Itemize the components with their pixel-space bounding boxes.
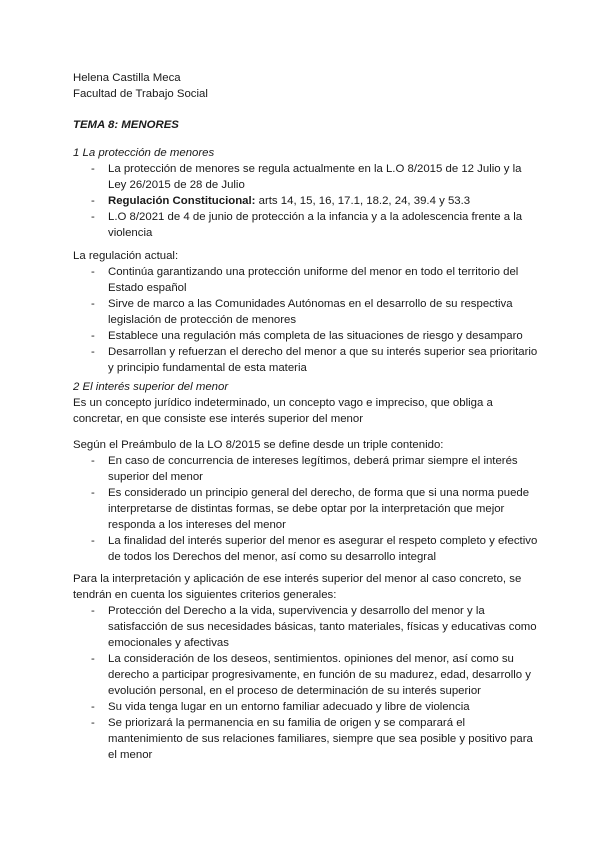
- list-item-line: - La protección de menores se regula actualmente en la L.O 8/2015 de 12 Julio y la: [108, 163, 522, 175]
- list-item-line: evolución personal, en el proceso de determinación de su interés superior: [108, 685, 481, 697]
- list-item-text: arts 14, 15, 16, 17.1, 18.2, 24, 39.4 y 53.3: [255, 195, 471, 207]
- list-item: [73, 453, 533, 485]
- list-item: [73, 603, 537, 651]
- list-item-line: responda a los intereses del menor: [108, 519, 286, 531]
- list-item-line: derecho a participar progresivamente, en función de su madurez, edad, desarrollo y: [108, 669, 531, 681]
- paragraph-line: Es un concepto jurídico indeterminado, un concepto vago e impreciso, que obliga a: [73, 397, 493, 409]
- list-item: [73, 296, 533, 328]
- section-criteria: [73, 571, 537, 763]
- list-item-line: - La finalidad del interés superior del menor es asegurar el respeto completo y efectivo: [108, 535, 538, 547]
- header: [73, 70, 533, 102]
- paragraph-line: Según el Preámbulo de la LO 8/2015 se define desde un triple contenido:: [73, 439, 444, 451]
- list-item-line: superior del menor: [108, 471, 203, 483]
- list-item-line: Ley 26/2015 de 28 de Julio: [108, 179, 245, 191]
- bullet-list: [73, 161, 533, 241]
- list-item: [73, 328, 533, 344]
- list-item-line: de todos los Derechos del menor, así como su desarrollo integral: [108, 551, 436, 563]
- title-block: [73, 117, 533, 133]
- list-item: [73, 533, 538, 565]
- list-item-line: [108, 193, 533, 209]
- faculty-name: Facultad de Trabajo Social: [73, 88, 208, 100]
- list-item-line: - Su vida tenga lugar en un entorno familiar adecuado y libre de violencia: [108, 701, 470, 713]
- author-name: Helena Castilla Meca: [73, 72, 181, 84]
- section-intro: La regulación actual:: [73, 250, 179, 262]
- list-item-line: emocionales y afectivas: [108, 637, 229, 649]
- list-item-line: - Protección del Derecho a la vida, supervivencia y desarrollo del menor y la: [108, 605, 485, 617]
- list-item: [73, 485, 533, 533]
- list-item-line: - Se priorizará la permanencia en su familia de origen y se comparará el: [108, 717, 466, 729]
- paragraph-line: Para la interpretación y aplicación de ese interés superior del menor al caso concreto, se: [73, 573, 522, 585]
- list-item-line: - En caso de concurrencia de intereses legítimos, deberá primar siempre el interés: [108, 455, 518, 467]
- section-protection: [73, 145, 533, 241]
- list-item: [73, 344, 538, 376]
- list-item-line: - Es considerado un principio general del derecho, de forma que si una norma puede: [108, 487, 530, 499]
- list-item-line: - La consideración de los deseos, sentimientos. opiniones del menor, así como su: [108, 653, 514, 665]
- list-item-line: y principio fundamental de esta materia: [108, 362, 307, 374]
- list-item-line: violencia: [108, 227, 153, 239]
- list-item-line: - L.O 8/2021 de 4 de junio de protección a la infancia y a la adolescencia frente a la: [108, 211, 523, 223]
- list-item: [73, 209, 533, 241]
- document-title: TEMA 8: MENORES: [73, 119, 179, 131]
- section-heading: 1 La protección de menores: [73, 147, 215, 159]
- bullet-list: [73, 453, 538, 565]
- section-preamble: [73, 437, 538, 565]
- paragraph-line: tendrán en cuenta los siguientes criterios generales:: [73, 589, 337, 601]
- list-item: [73, 715, 533, 763]
- list-item-line: interpretarse de distintas formas, se debe optar por la interpretación que mejor: [108, 503, 505, 515]
- bullet-list: [73, 264, 538, 376]
- bold-label: Regulación Constitucional:: [108, 195, 256, 207]
- list-item: [73, 264, 533, 296]
- section-heading: 2 El interés superior del menor: [73, 381, 229, 393]
- list-item-line: - Establece una regulación más completa de las situaciones de riesgo y desamparo: [108, 330, 523, 342]
- list-item: [73, 161, 533, 193]
- section-best-interest: [73, 379, 533, 427]
- paragraph-line: concretar, en que consiste ese interés superior del menor: [73, 413, 363, 425]
- list-item: [73, 699, 533, 715]
- list-item-line: legislación de protección de menores: [108, 314, 297, 326]
- section-regulation: [73, 248, 538, 376]
- list-item-line: - Continúa garantizando una protección uniforme del menor en todo el territorio del: [108, 266, 519, 278]
- list-item: [73, 193, 533, 209]
- list-item-line: satisfacción de sus necesidades básicas, tanto materiales, físicas y educativas como: [108, 621, 537, 633]
- list-item-line: - Sirve de marco a las Comunidades Autónomas en el desarrollo de su respectiva: [108, 298, 513, 310]
- bullet-list: [73, 603, 537, 763]
- list-item-line: el menor: [108, 749, 153, 761]
- list-item-line: mantenimiento de sus relaciones familiares, siempre que sea posible y positivo para: [108, 733, 533, 745]
- list-item-line: Estado español: [108, 282, 187, 294]
- list-item: [73, 651, 533, 699]
- list-item-line: - Desarrollan y refuerzan el derecho del menor a que su interés superior sea prioritario: [108, 346, 538, 358]
